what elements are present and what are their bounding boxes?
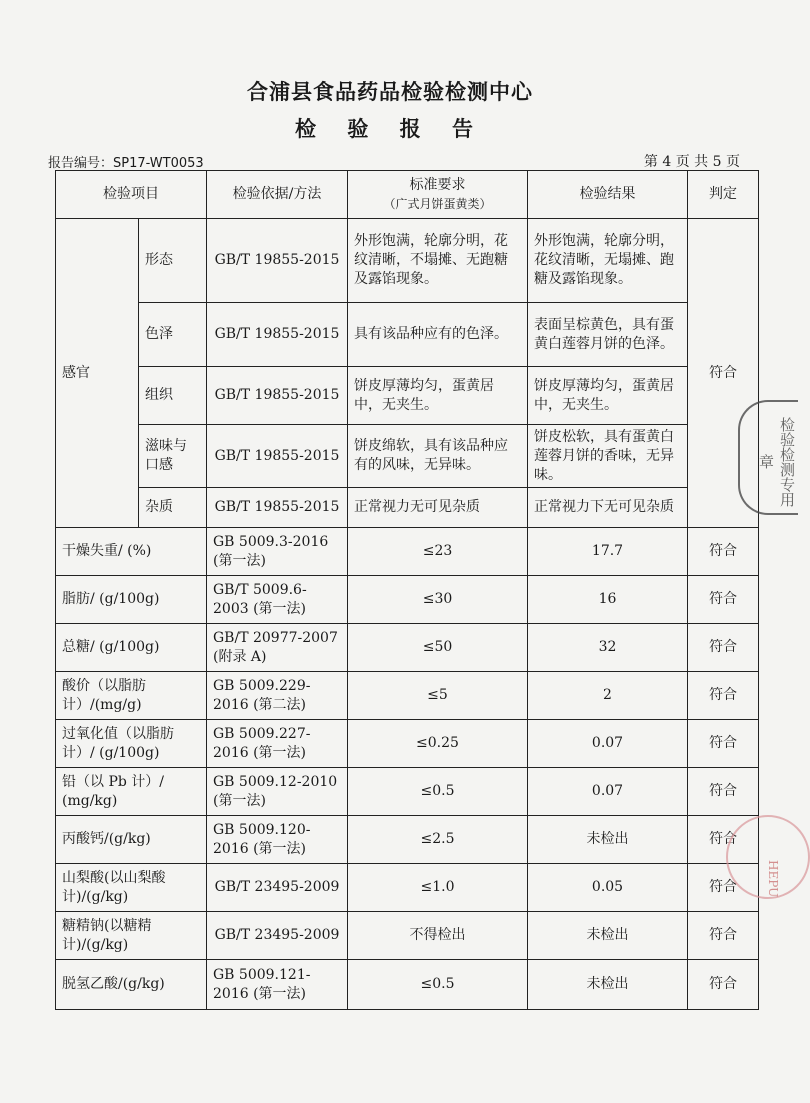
standard-cell: 外形饱满，轮廓分明，花纹清晰，不塌摊、无跑糖及露馅现象。 bbox=[348, 219, 528, 303]
judgment-cell: 符合 bbox=[688, 768, 759, 816]
table-row bbox=[56, 960, 759, 1010]
method-cell: GB 5009.229-2016 (第二法) bbox=[207, 672, 348, 720]
method-cell: GB/T 19855-2015 bbox=[207, 425, 348, 488]
standard-cell: 正常视力无可见杂质 bbox=[348, 488, 528, 528]
col-header-standard-sub: （广式月饼蛋黄类） bbox=[383, 196, 492, 211]
page-info: 第 4 页 共 5 页 bbox=[643, 154, 740, 170]
standard-cell: ≤0.25 bbox=[348, 720, 528, 768]
item-name: 丙酸钙/(g/kg) bbox=[56, 816, 207, 864]
col-header-item: 检验项目 bbox=[56, 171, 207, 219]
item-name: 糖精钠(以糖精计)/(g/kg) bbox=[56, 912, 207, 960]
table-row bbox=[56, 864, 759, 912]
method-cell: GB 5009.12-2010 (第一法) bbox=[207, 768, 348, 816]
table-header-row bbox=[56, 171, 759, 219]
col-header-standard bbox=[348, 171, 528, 219]
method-cell: GB 5009.121-2016 (第一法) bbox=[207, 960, 348, 1010]
standard-cell: 饼皮绵软，具有该品种应有的风味，无异味。 bbox=[348, 425, 528, 488]
item-name: 总糖/ (g/100g) bbox=[56, 624, 207, 672]
sensory-sub-item: 色泽 bbox=[139, 303, 207, 367]
result-cell: 表面呈棕黄色，具有蛋黄白莲蓉月饼的色泽。 bbox=[528, 303, 688, 367]
method-cell: GB 5009.120-2016 (第一法) bbox=[207, 816, 348, 864]
table-row bbox=[56, 720, 759, 768]
method-cell: GB/T 23495-2009 bbox=[207, 864, 348, 912]
result-cell: 0.07 bbox=[528, 720, 688, 768]
item-name: 干燥失重/ (%) bbox=[56, 528, 207, 576]
standard-cell: ≤50 bbox=[348, 624, 528, 672]
standard-cell: ≤0.5 bbox=[348, 768, 528, 816]
table-row bbox=[56, 816, 759, 864]
method-cell: GB/T 5009.6-2003 (第一法) bbox=[207, 576, 348, 624]
inspection-stamp: 检验检测专用章 bbox=[738, 400, 798, 515]
sensory-judgment: 符合 bbox=[688, 219, 759, 528]
sensory-category: 感官 bbox=[56, 219, 139, 528]
judgment-cell: 符合 bbox=[688, 720, 759, 768]
method-cell: GB/T 19855-2015 bbox=[207, 367, 348, 425]
table-row bbox=[56, 219, 759, 303]
judgment-cell: 符合 bbox=[688, 624, 759, 672]
table-row bbox=[56, 768, 759, 816]
sensory-sub-item: 组织 bbox=[139, 367, 207, 425]
result-cell: 饼皮松软，具有蛋黄白莲蓉月饼的香味，无异味。 bbox=[528, 425, 688, 488]
result-cell: 2 bbox=[528, 672, 688, 720]
table-row bbox=[56, 576, 759, 624]
item-name: 过氧化值（以脂肪计）/ (g/100g) bbox=[56, 720, 207, 768]
judgment-cell: 符合 bbox=[688, 672, 759, 720]
table-row bbox=[56, 367, 759, 425]
report-number: 报告编号：SP17-WT0053 bbox=[48, 156, 204, 171]
result-cell: 饼皮厚薄均匀，蛋黄居中，无夹生。 bbox=[528, 367, 688, 425]
table-row bbox=[56, 488, 759, 528]
result-cell: 0.07 bbox=[528, 768, 688, 816]
item-name: 脂肪/ (g/100g) bbox=[56, 576, 207, 624]
result-cell: 正常视力下无可见杂质 bbox=[528, 488, 688, 528]
col-header-judgment: 判定 bbox=[688, 171, 759, 219]
item-name: 酸价（以脂肪计）/(mg/g) bbox=[56, 672, 207, 720]
standard-cell: ≤1.0 bbox=[348, 864, 528, 912]
standard-cell: 不得检出 bbox=[348, 912, 528, 960]
judgment-cell: 符合 bbox=[688, 912, 759, 960]
judgment-cell: 符合 bbox=[688, 960, 759, 1010]
item-name: 山梨酸(以山梨酸计)/(g/kg) bbox=[56, 864, 207, 912]
standard-cell: 具有该品种应有的色泽。 bbox=[348, 303, 528, 367]
sensory-sub-item: 滋味与口感 bbox=[139, 425, 207, 488]
col-header-standard-label: 标准要求 bbox=[409, 176, 466, 193]
item-name: 铅（以 Pb 计）/ (mg/kg) bbox=[56, 768, 207, 816]
standard-cell: 饼皮厚薄均匀，蛋黄居中，无夹生。 bbox=[348, 367, 528, 425]
standard-cell: ≤2.5 bbox=[348, 816, 528, 864]
judgment-cell: 符合 bbox=[688, 528, 759, 576]
sensory-sub-item: 形态 bbox=[139, 219, 207, 303]
result-cell: 32 bbox=[528, 624, 688, 672]
result-cell: 16 bbox=[528, 576, 688, 624]
standard-cell: ≤30 bbox=[348, 576, 528, 624]
method-cell: GB/T 19855-2015 bbox=[207, 303, 348, 367]
table-row bbox=[56, 425, 759, 488]
table-row bbox=[56, 672, 759, 720]
report-title: 检 验 报 告 bbox=[295, 116, 485, 141]
method-cell: GB/T 19855-2015 bbox=[207, 488, 348, 528]
col-header-result: 检验结果 bbox=[528, 171, 688, 219]
method-cell: GB/T 20977-2007 (附录 A) bbox=[207, 624, 348, 672]
col-header-method: 检验依据/方法 bbox=[207, 171, 348, 219]
judgment-cell: 符合 bbox=[688, 576, 759, 624]
org-title: 合浦县食品药品检验检测中心 bbox=[247, 79, 533, 104]
table-row bbox=[56, 528, 759, 576]
method-cell: GB 5009.3-2016 (第一法) bbox=[207, 528, 348, 576]
result-cell: 未检出 bbox=[528, 816, 688, 864]
result-cell: 外形饱满，轮廓分明，花纹清晰，无塌摊、跑糖及露馅现象。 bbox=[528, 219, 688, 303]
table-row bbox=[56, 303, 759, 367]
red-seal-text: HEPU bbox=[766, 860, 780, 898]
table-row bbox=[56, 912, 759, 960]
result-cell: 未检出 bbox=[528, 960, 688, 1010]
method-cell: GB/T 23495-2009 bbox=[207, 912, 348, 960]
sensory-sub-item: 杂质 bbox=[139, 488, 207, 528]
result-cell: 0.05 bbox=[528, 864, 688, 912]
standard-cell: ≤23 bbox=[348, 528, 528, 576]
table-row bbox=[56, 624, 759, 672]
item-name: 脱氢乙酸/(g/kg) bbox=[56, 960, 207, 1010]
standard-cell: ≤5 bbox=[348, 672, 528, 720]
result-cell: 17.7 bbox=[528, 528, 688, 576]
inspection-table bbox=[55, 170, 759, 1010]
result-cell: 未检出 bbox=[528, 912, 688, 960]
judgment-cell: 符合 bbox=[688, 816, 759, 864]
standard-cell: ≤0.5 bbox=[348, 960, 528, 1010]
method-cell: GB 5009.227-2016 (第一法) bbox=[207, 720, 348, 768]
judgment-cell: 符合 bbox=[688, 864, 759, 912]
method-cell: GB/T 19855-2015 bbox=[207, 219, 348, 303]
